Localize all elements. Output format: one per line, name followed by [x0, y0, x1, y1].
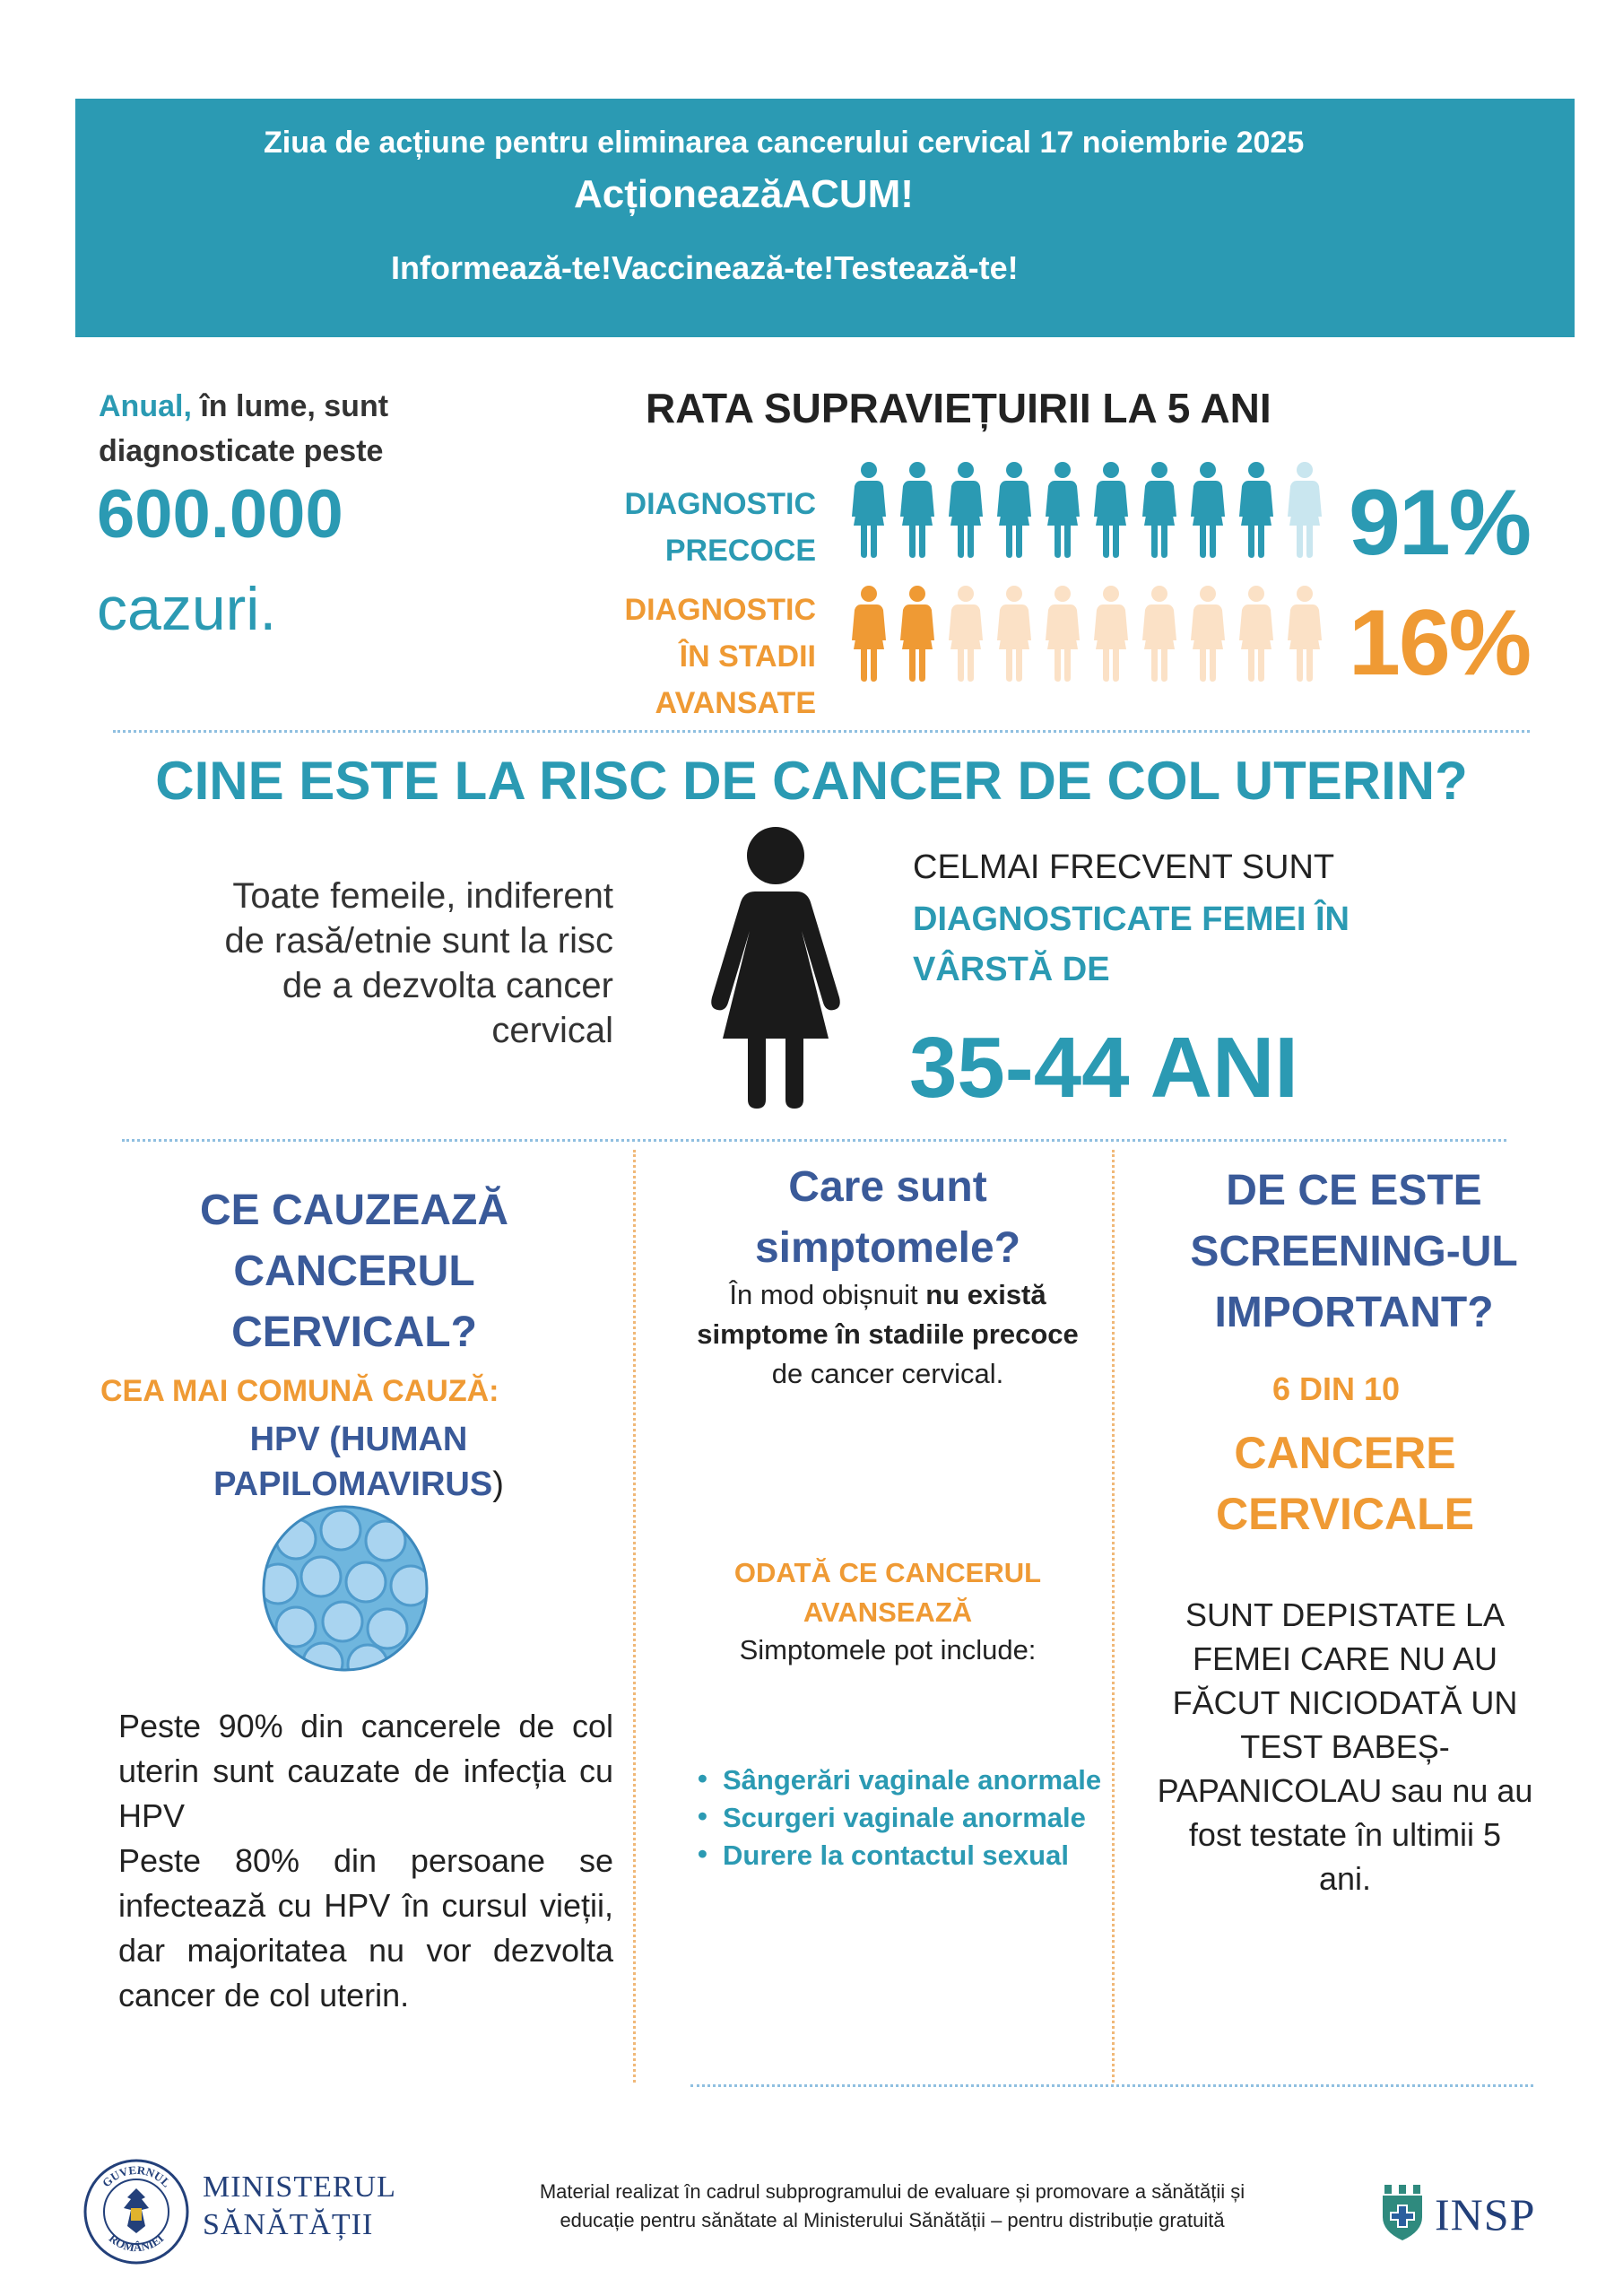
early-percentage: 91%	[1349, 471, 1531, 575]
symptoms-intro	[664, 1275, 1112, 1394]
column-divider-1	[633, 1150, 636, 2083]
risk-right-line1: CELMAI FRECVENT SUNT	[913, 848, 1335, 886]
government-seal-icon	[82, 2158, 190, 2266]
insp-logo-icon	[1381, 2185, 1424, 2240]
screening-text	[1121, 1593, 1569, 1900]
symptoms-title	[664, 1157, 1112, 1279]
ministry-line2: SĂNĂTĂȚII	[203, 2208, 374, 2241]
divider-3	[690, 2084, 1533, 2087]
late-person-icon	[949, 585, 983, 682]
ministry-name	[203, 2169, 396, 2244]
hpv-line2: PAPILOMAVIRUS	[213, 1465, 493, 1503]
early-person-icon	[1094, 461, 1128, 558]
late-person-icon	[1288, 585, 1322, 682]
footer-note-line1: Material realizat în cadrul subprogramului de evaluare și promovare a sănătății și	[539, 2180, 1245, 2203]
divider-1	[113, 730, 1530, 733]
virus-icon	[260, 1503, 430, 1674]
symptoms-title-line2: simptomele?	[754, 1224, 1021, 1272]
seal-text-bottom: ROMÂNIEI	[106, 2231, 167, 2255]
header-call-to-action: AcționeazăACUM!	[574, 172, 914, 216]
advanced-label	[664, 1553, 1112, 1632]
screening-ratio: 6 DIN 10	[1271, 1370, 1401, 1407]
screening-title	[1130, 1161, 1578, 1344]
seal-text-top: GUVERNUL	[99, 2162, 174, 2190]
symptoms-list	[689, 1761, 1110, 1874]
early-person-icon	[900, 461, 934, 558]
screening-text-line1: SUNT DEPISTATE LA	[1185, 1596, 1506, 1633]
screening-title-line2: SCREENING-UL	[1190, 1228, 1518, 1275]
late-person-icon	[997, 585, 1031, 682]
risk-right-line2: DIAGNOSTICATE FEMEI ÎN	[913, 900, 1350, 938]
early-person-icon	[1191, 461, 1225, 558]
insp-logo-text: INSP	[1435, 2189, 1536, 2239]
late-label	[502, 587, 816, 726]
causes-paragraph-1: Peste 90% din cancerele de col uterin sunt cauzate de infecția cu HPV	[118, 1708, 613, 1834]
screening-cancers-line1: CANCERE	[1234, 1428, 1456, 1478]
symptoms-intro-a: În mod obișnuit	[729, 1279, 926, 1310]
header-slogan: Informează-te!Vaccinează-te!Testează-te!	[391, 249, 1019, 286]
footer-note-line2: educație pentru sănătate al Ministerului Sănătății – pentru distribuție gratuită	[560, 2209, 1225, 2231]
age-range: 35-44 ANI	[909, 1020, 1298, 1116]
screening-cancers-line2: CERVICALE	[1215, 1489, 1474, 1539]
risk-left-line2: de rasă/etnie sunt la risc	[224, 921, 613, 961]
advanced-label-line2: AVANSEAZĂ	[803, 1596, 973, 1628]
early-person-icon	[1046, 461, 1080, 558]
annual-line2: diagnosticate peste	[99, 434, 384, 468]
early-person-icon	[997, 461, 1031, 558]
late-person-icon	[1191, 585, 1225, 682]
screening-text-line3: FĂCUT NICIODATĂ UN	[1172, 1684, 1518, 1721]
case-count: 600.000	[97, 476, 343, 552]
advanced-label-line1: ODATĂ CE CANCERUL	[733, 1557, 1042, 1588]
symptoms-intro-b: nu există	[925, 1279, 1046, 1310]
early-label-line2: PRECOCE	[664, 534, 816, 568]
column-divider-2	[1112, 1150, 1115, 2083]
symptom-item-3: • Durere la contactul sexual	[689, 1837, 1110, 1874]
symptom-item-2: • Scurgeri vaginale anormale	[689, 1799, 1110, 1837]
annual-text	[99, 384, 388, 474]
screening-text-line5: PAPANICOLAU sau nu au	[1157, 1772, 1533, 1809]
screening-title-line3: IMPORTANT?	[1214, 1289, 1494, 1336]
screening-text-line7: ani.	[1318, 1860, 1372, 1897]
causes-title-line3: CERVICAL?	[231, 1309, 477, 1356]
causes-title-line1: CE CAUZEAZĂ	[200, 1187, 508, 1234]
late-label-line1: DIAGNOSTIC	[624, 593, 816, 627]
risk-title: CINE ESTE LA RISC DE CANCER DE COL UTERIN?	[155, 751, 1468, 811]
header-banner	[75, 99, 1575, 337]
woman-icon	[708, 825, 843, 1110]
common-cause-label: CEA MAI COMUNĂ CAUZĂ:	[100, 1374, 499, 1408]
screening-text-line2: FEMEI CARE NU AU	[1192, 1640, 1498, 1677]
footer-note	[466, 2178, 1318, 2235]
risk-left-line4: cervical	[491, 1011, 613, 1050]
screening-text-line4: TEST BABEȘ-	[1240, 1728, 1450, 1765]
symptoms-may-include: Simptomele pot include:	[739, 1634, 1037, 1665]
late-percentage: 16%	[1349, 591, 1531, 695]
risk-left-line3: de a dezvolta cancer	[282, 966, 613, 1005]
annual-rest: în lume, sunt	[191, 389, 389, 423]
divider-2	[122, 1139, 1506, 1142]
screening-text-line6: fost testate în ultimii 5	[1188, 1816, 1502, 1853]
late-person-icon	[1142, 585, 1176, 682]
late-person-icon	[852, 585, 886, 682]
early-person-icon	[949, 461, 983, 558]
early-person-icon	[852, 461, 886, 558]
symptoms-intro-c: simptome în stadiile precoce	[697, 1318, 1079, 1350]
causes-title	[108, 1180, 601, 1363]
causes-paragraph-2: Peste 80% din persoane se infectează cu HPV în cursul vieții, dar majoritatea nu vor dezvolta cancer de col uterin.	[118, 1842, 613, 2013]
case-count-unit: cazuri.	[97, 575, 277, 643]
hpv-line1: HPV (HUMAN	[249, 1421, 468, 1458]
late-person-icon	[900, 585, 934, 682]
screening-title-line1: DE CE ESTE	[1226, 1167, 1482, 1214]
ministry-line1: MINISTERUL	[203, 2170, 396, 2204]
early-label-line1: DIAGNOSTIC	[624, 487, 816, 521]
early-person-icon	[1239, 461, 1273, 558]
late-person-icon	[1094, 585, 1128, 682]
symptom-item-1: • Sângerări vaginale anormale	[689, 1761, 1110, 1799]
symptoms-intro-d: de cancer cervical.	[771, 1358, 1004, 1389]
hpv-close: )	[492, 1465, 504, 1503]
late-label-line2: ÎN STADII	[679, 639, 816, 674]
early-people-row	[852, 461, 1336, 561]
late-people-row	[852, 585, 1336, 685]
early-person-icon	[1142, 461, 1176, 558]
late-label-line3: AVANSATE	[655, 686, 816, 720]
symptoms-title-line1: Care sunt	[788, 1163, 987, 1211]
risk-left-line1: Toate femeile, indiferent	[232, 876, 613, 916]
annual-prefix: Anual,	[99, 389, 192, 423]
header-title: Ziua de acțiune pentru eliminarea cancerului cervical 17 noiembrie 2025	[264, 126, 1305, 160]
late-person-icon	[1046, 585, 1080, 682]
survival-title: RATA SUPRAVIEȚUIRII LA 5 ANI	[646, 385, 1271, 431]
risk-right-line3: VÂRSTĂ DE	[913, 951, 1110, 988]
risk-left-text	[143, 874, 613, 1053]
early-label	[502, 481, 816, 574]
causes-title-line2: CANCERUL	[233, 1248, 475, 1295]
hpv-label	[108, 1417, 610, 1507]
late-person-icon	[1239, 585, 1273, 682]
early-person-icon	[1288, 461, 1322, 558]
screening-cancers	[1121, 1422, 1569, 1544]
